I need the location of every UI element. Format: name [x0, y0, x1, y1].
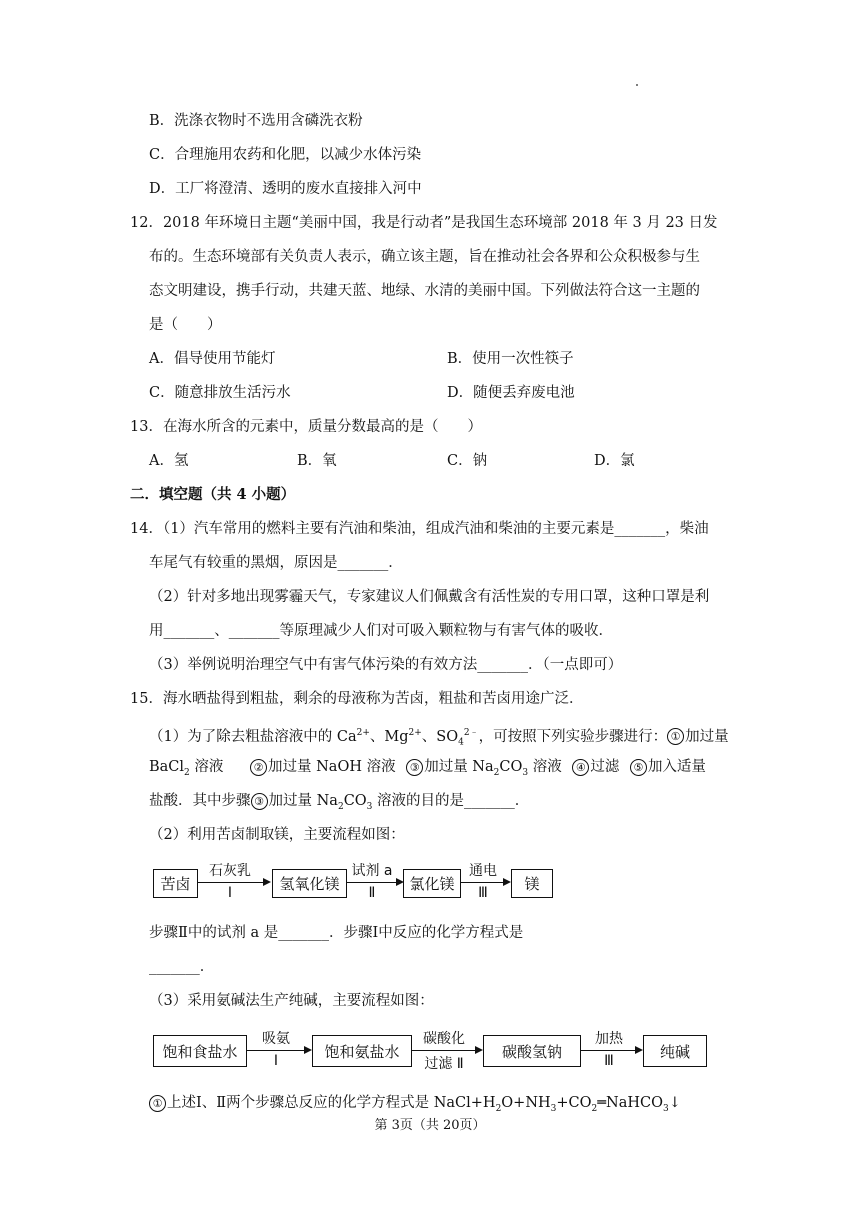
- flow1-step1-reagent: 石灰乳: [209, 863, 251, 879]
- q13-option-a: A．氢: [149, 453, 189, 469]
- flow1-step2-number: Ⅱ: [368, 885, 376, 901]
- q14-part1-line1: 14．（1）汽车常用的燃料主要有汽油和柴油，组成汽油和柴油的主要元素是_______，柴油: [130, 521, 709, 537]
- q13-option-b: B．氧: [297, 453, 337, 469]
- q12-option-c: C．随意排放生活污水: [149, 385, 291, 401]
- q12-stem-line2: 布的。生态环境部有关负责人表示，确立该主题，旨在推动社会各界和公众积极参与生: [149, 249, 700, 265]
- q11-option-c: C．合理施用农药和化肥，以减少水体污染: [149, 147, 422, 163]
- q15-part3-equation: ① 上述Ⅰ、Ⅱ两个步骤总反应的化学方程式是 $NaCl+H_2O+NH_3+CO_2═NaHCO_3↓$: [149, 1093, 681, 1119]
- q12-stem-line3: 态文明建设，携手行动，共建天蓝、地绿、水清的美丽中国。下列做法符合这一主题的: [149, 283, 700, 299]
- q15-stem: 15．海水晒盐得到粗盐，剩余的母液称为苦卤，粗盐和苦卤用途广泛．: [130, 691, 584, 707]
- flow1-step2-reagent: 试剂 a: [351, 863, 393, 879]
- flow1-step1-number: Ⅰ: [227, 885, 233, 901]
- section-heading: 二．填空题（共 4 小题）: [130, 486, 296, 503]
- q14-part2-line2: 用_______、_______等原理减少人们对可吸入颗粒物与有害气体的吸收．: [149, 623, 613, 639]
- flow1-box-mgoh2: 氢氧化镁: [272, 869, 347, 898]
- q15-part1-line3: 盐酸．其中步骤 ③ 加过量 $Na_2CO_3$ 溶液的目的是_______．: [149, 793, 530, 812]
- flow1-step3-number: Ⅲ: [478, 885, 488, 901]
- page-footer: 第 3页（共 20页）: [374, 1118, 486, 1133]
- q13-option-d: D．氯: [594, 453, 635, 469]
- q15-part3: （3）采用氨碱法生产纯碱，主要流程如图：: [149, 993, 434, 1009]
- q12-option-a: A．倡导使用节能灯: [149, 351, 276, 367]
- page-dot: [636, 84, 638, 86]
- q15-part2-line3: _______．: [149, 959, 215, 975]
- flow2-step3-reagent: 加热: [595, 1031, 623, 1047]
- q13-option-c: C．钠: [447, 453, 488, 469]
- arrow-icon: [263, 878, 271, 886]
- flow1-box-bittern: 苦卤: [153, 869, 198, 898]
- q12-option-d: D．随便丢弃废电池: [447, 385, 575, 401]
- q11-option-b: B．洗涤衣物时不选用含磷洗衣粉: [149, 113, 363, 129]
- q12-stem-line4: 是（ ）: [149, 317, 222, 333]
- q12-option-b: B．使用一次性筷子: [447, 351, 574, 367]
- q13-stem: 13．在海水所含的元素中，质量分数最高的是（ ）: [130, 419, 482, 435]
- q12-stem-line1: 12．2018 年环境日主题“美丽中国，我是行动者”是我国生态环境部 2018 年 3 月 23 日发: [130, 215, 718, 231]
- flow2-step2-reagent: 碳酸化: [423, 1031, 465, 1047]
- q14-part3: （3）举例说明治理空气中有害气体污染的有效方法_______．（一点即可）: [149, 657, 623, 673]
- flow1-step3-reagent: 通电: [469, 863, 497, 879]
- flow2-step2-number: 过滤 Ⅱ: [424, 1056, 464, 1072]
- q11-option-d: D．工厂将澄清、透明的废水直接排入河中: [149, 181, 422, 197]
- flow1-box-mgcl2: 氯化镁: [403, 869, 461, 898]
- q15-part1-line2: BaCl$_2$ 溶液 ② 加过量 NaOH 溶液 ③ 加过量 $Na_2CO_3$ 溶液 ④ 过滤 ⑤ 加入适量: [149, 759, 706, 778]
- flow1-box-mg: 镁: [511, 869, 553, 898]
- q15-part1-line1: （1）为了除去粗盐溶液中的 $Ca^{2+}$、$Mg^{2+}$、$SO_4^{2﹣}$，可按照下列实验步骤进行： ① 加过量: [149, 728, 729, 748]
- flow2-step1-number: Ⅰ: [273, 1053, 279, 1069]
- step-number: ①: [667, 728, 684, 745]
- flow2-box-brine: 饱和食盐水: [153, 1035, 247, 1067]
- flow2-box-soda: 纯碱: [643, 1035, 707, 1067]
- flow2-step1-reagent: 吸氨: [262, 1031, 290, 1047]
- flow2-box-nahco3: 碳酸氢钠: [483, 1035, 581, 1067]
- q15-part2: （2）利用苦卤制取镁，主要流程如图：: [149, 827, 405, 843]
- q14-part2-line1: （2）针对多地出现雾霾天气，专家建议人们佩戴含有活性炭的专用口罩，这种口罩是利: [149, 589, 710, 605]
- q15-part2-line2: 步骤Ⅱ中的试剂 a 是_______．步骤Ⅰ中反应的化学方程式是: [149, 925, 524, 941]
- flow2-step3-number: Ⅲ: [604, 1053, 614, 1069]
- flow2-box-ammonia-brine: 饱和氨盐水: [312, 1035, 412, 1067]
- q14-part1-line2: 车尾气有较重的黑烟，原因是_______．: [149, 555, 403, 571]
